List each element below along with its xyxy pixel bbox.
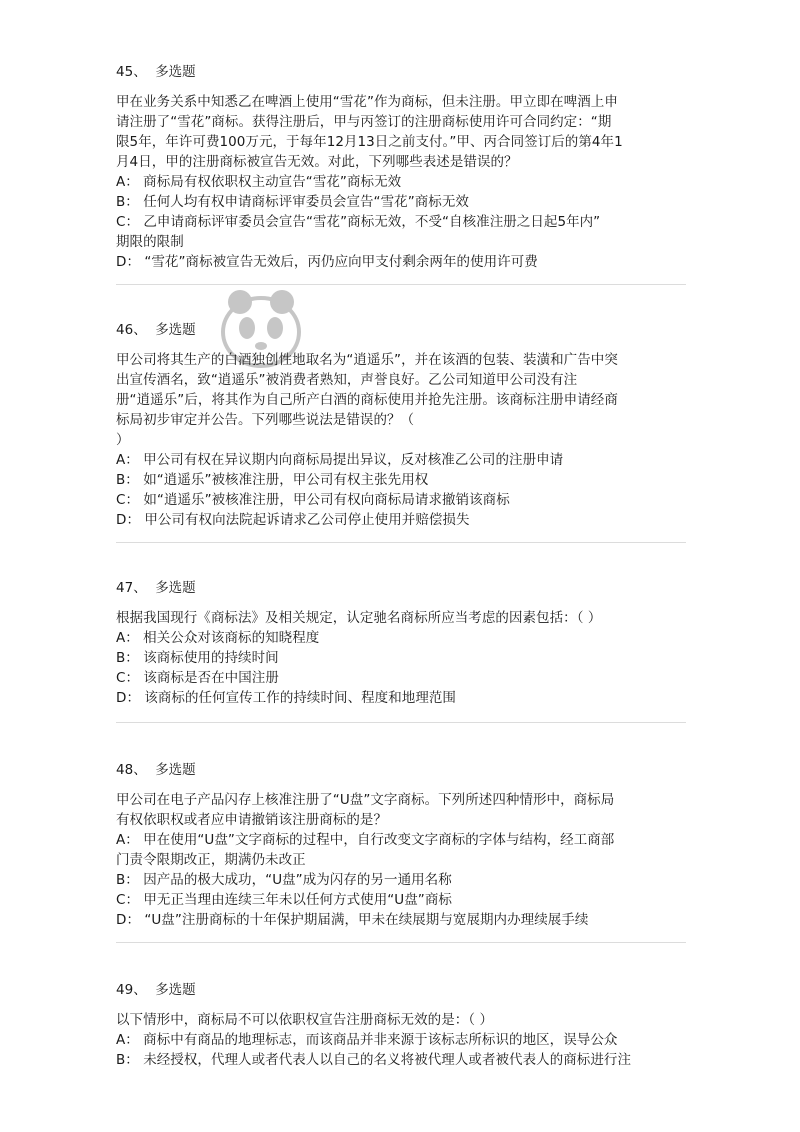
option-c: C： 如“逍遥乐”被核准注册，甲公司有权向商标局请求撤销该商标 bbox=[116, 492, 510, 508]
question-header bbox=[116, 578, 686, 598]
question-type: 多选题 bbox=[155, 322, 196, 338]
stem-line: ） bbox=[116, 432, 130, 448]
question-number: 49 bbox=[116, 982, 134, 998]
question-type: 多选题 bbox=[155, 64, 196, 80]
question-type: 多选题 bbox=[155, 580, 196, 596]
option-d: D： 该商标的任何宣传工作的持续时间、程度和地理范围 bbox=[116, 690, 456, 706]
question-47 bbox=[116, 578, 686, 708]
question-separator: 、 bbox=[133, 982, 147, 998]
option-d: D： “雪花”商标被宣告无效后，丙仍应向甲支付剩余两年的使用许可费 bbox=[116, 254, 538, 270]
option-d: D： 甲公司有权向法院起诉请求乙公司停止使用并赔偿损失 bbox=[116, 512, 470, 528]
option-c-continued: 期限的限制 bbox=[116, 234, 184, 250]
stem-line: 以下情形中，商标局不可以依职权宣告注册商标无效的是：（ ） bbox=[116, 1012, 493, 1028]
option-a: A： 甲在使用“U盘”文字商标的过程中，自行改变文字商标的字体与结构，经工商部 bbox=[116, 832, 615, 848]
option-b: B： 任何人均有权申请商标评审委员会宣告“雪花”商标无效 bbox=[116, 194, 469, 210]
stem-line: 有权依职权或者应申请撤销该注册商标的是？ bbox=[116, 812, 387, 828]
question-number: 48 bbox=[116, 762, 134, 778]
question-45 bbox=[116, 62, 686, 272]
stem-line: 根据我国现行《商标法》及相关规定，认定驰名商标所应当考虑的因素包括：（ ） bbox=[116, 610, 602, 626]
option-b: B： 该商标使用的持续时间 bbox=[116, 650, 279, 666]
stem-line: 出宣传酒名，致“逍遥乐”被消费者熟知，声誉良好。乙公司知道甲公司没有注 bbox=[116, 372, 578, 388]
divider bbox=[116, 722, 686, 723]
divider bbox=[116, 284, 686, 285]
question-number: 47 bbox=[116, 580, 134, 596]
stem-line: 甲在业务关系中知悉乙在啤酒上使用“雪花”作为商标，但未注册。甲立即在啤酒上申 bbox=[116, 94, 618, 110]
question-header bbox=[116, 320, 686, 340]
question-number: 46 bbox=[116, 322, 134, 338]
divider bbox=[116, 542, 686, 543]
option-d: D： “U盘”注册商标的十年保护期届满，甲未在续展期与宽展期内办理续展手续 bbox=[116, 912, 589, 928]
question-separator: 、 bbox=[133, 762, 147, 778]
option-c: C： 乙申请商标评审委员会宣告“雪花”商标无效，不受“自核准注册之日起5年内” bbox=[116, 214, 601, 230]
stem-line: 请注册了“雪花”商标。获得注册后，甲与丙签订的注册商标使用许可合同约定：“期 bbox=[116, 114, 612, 130]
stem-line: 甲公司将其生产的白酒独创性地取名为“逍遥乐”，并在该酒的包装、装潢和广告中突 bbox=[116, 352, 618, 368]
question-type: 多选题 bbox=[155, 762, 196, 778]
stem-line: 限5年，年许可费100万元，于每年12月13日之前支付。”甲、丙合同签订后的第4年1 bbox=[116, 134, 623, 150]
question-46 bbox=[116, 320, 686, 530]
option-b: B： 未经授权，代理人或者代表人以自己的名义将被代理人或者被代表人的商标进行注 bbox=[116, 1052, 632, 1068]
question-header bbox=[116, 62, 686, 82]
question-number: 45 bbox=[116, 64, 134, 80]
question-header bbox=[116, 760, 686, 780]
question-separator: 、 bbox=[133, 322, 147, 338]
question-separator: 、 bbox=[133, 580, 147, 596]
option-c: C： 该商标是否在中国注册 bbox=[116, 670, 279, 686]
question-type: 多选题 bbox=[155, 982, 196, 998]
divider bbox=[116, 942, 686, 943]
option-a: A： 商标局有权依职权主动宣告“雪花”商标无效 bbox=[116, 174, 402, 190]
stem-line: 标局初步审定并公告。下列哪些说法是错误的？（ bbox=[116, 412, 415, 428]
question-48 bbox=[116, 760, 686, 930]
question-separator: 、 bbox=[133, 64, 147, 80]
option-a: A： 商标中有商品的地理标志，而该商品并非来源于该标志所标识的地区，误导公众 bbox=[116, 1032, 618, 1048]
option-a: A： 相关公众对该商标的知晓程度 bbox=[116, 630, 320, 646]
option-a: A： 甲公司有权在异议期内向商标局提出异议，反对核准乙公司的注册申请 bbox=[116, 452, 564, 468]
stem-line: 甲公司在电子产品闪存上核准注册了“U盘”文字商标。下列所述四种情形中，商标局 bbox=[116, 792, 615, 808]
option-b: B： 因产品的极大成功，“U盘”成为闪存的另一通用名称 bbox=[116, 872, 452, 888]
stem-line: 册“逍遥乐”后，将其作为自己所产白酒的商标使用并抢先注册。该商标注册申请经商 bbox=[116, 392, 618, 408]
question-header bbox=[116, 980, 686, 1000]
option-a-continued: 门责令限期改正，期满仍未改正 bbox=[116, 852, 306, 868]
question-49 bbox=[116, 980, 686, 1070]
stem-line: 月4日，甲的注册商标被宣告无效。对此，下列哪些表述是错误的？ bbox=[116, 154, 518, 170]
option-b: B： 如“逍遥乐”被核准注册，甲公司有权主张先用权 bbox=[116, 472, 429, 488]
option-c: C： 甲无正当理由连续三年未以任何方式使用“U盘”商标 bbox=[116, 892, 452, 908]
